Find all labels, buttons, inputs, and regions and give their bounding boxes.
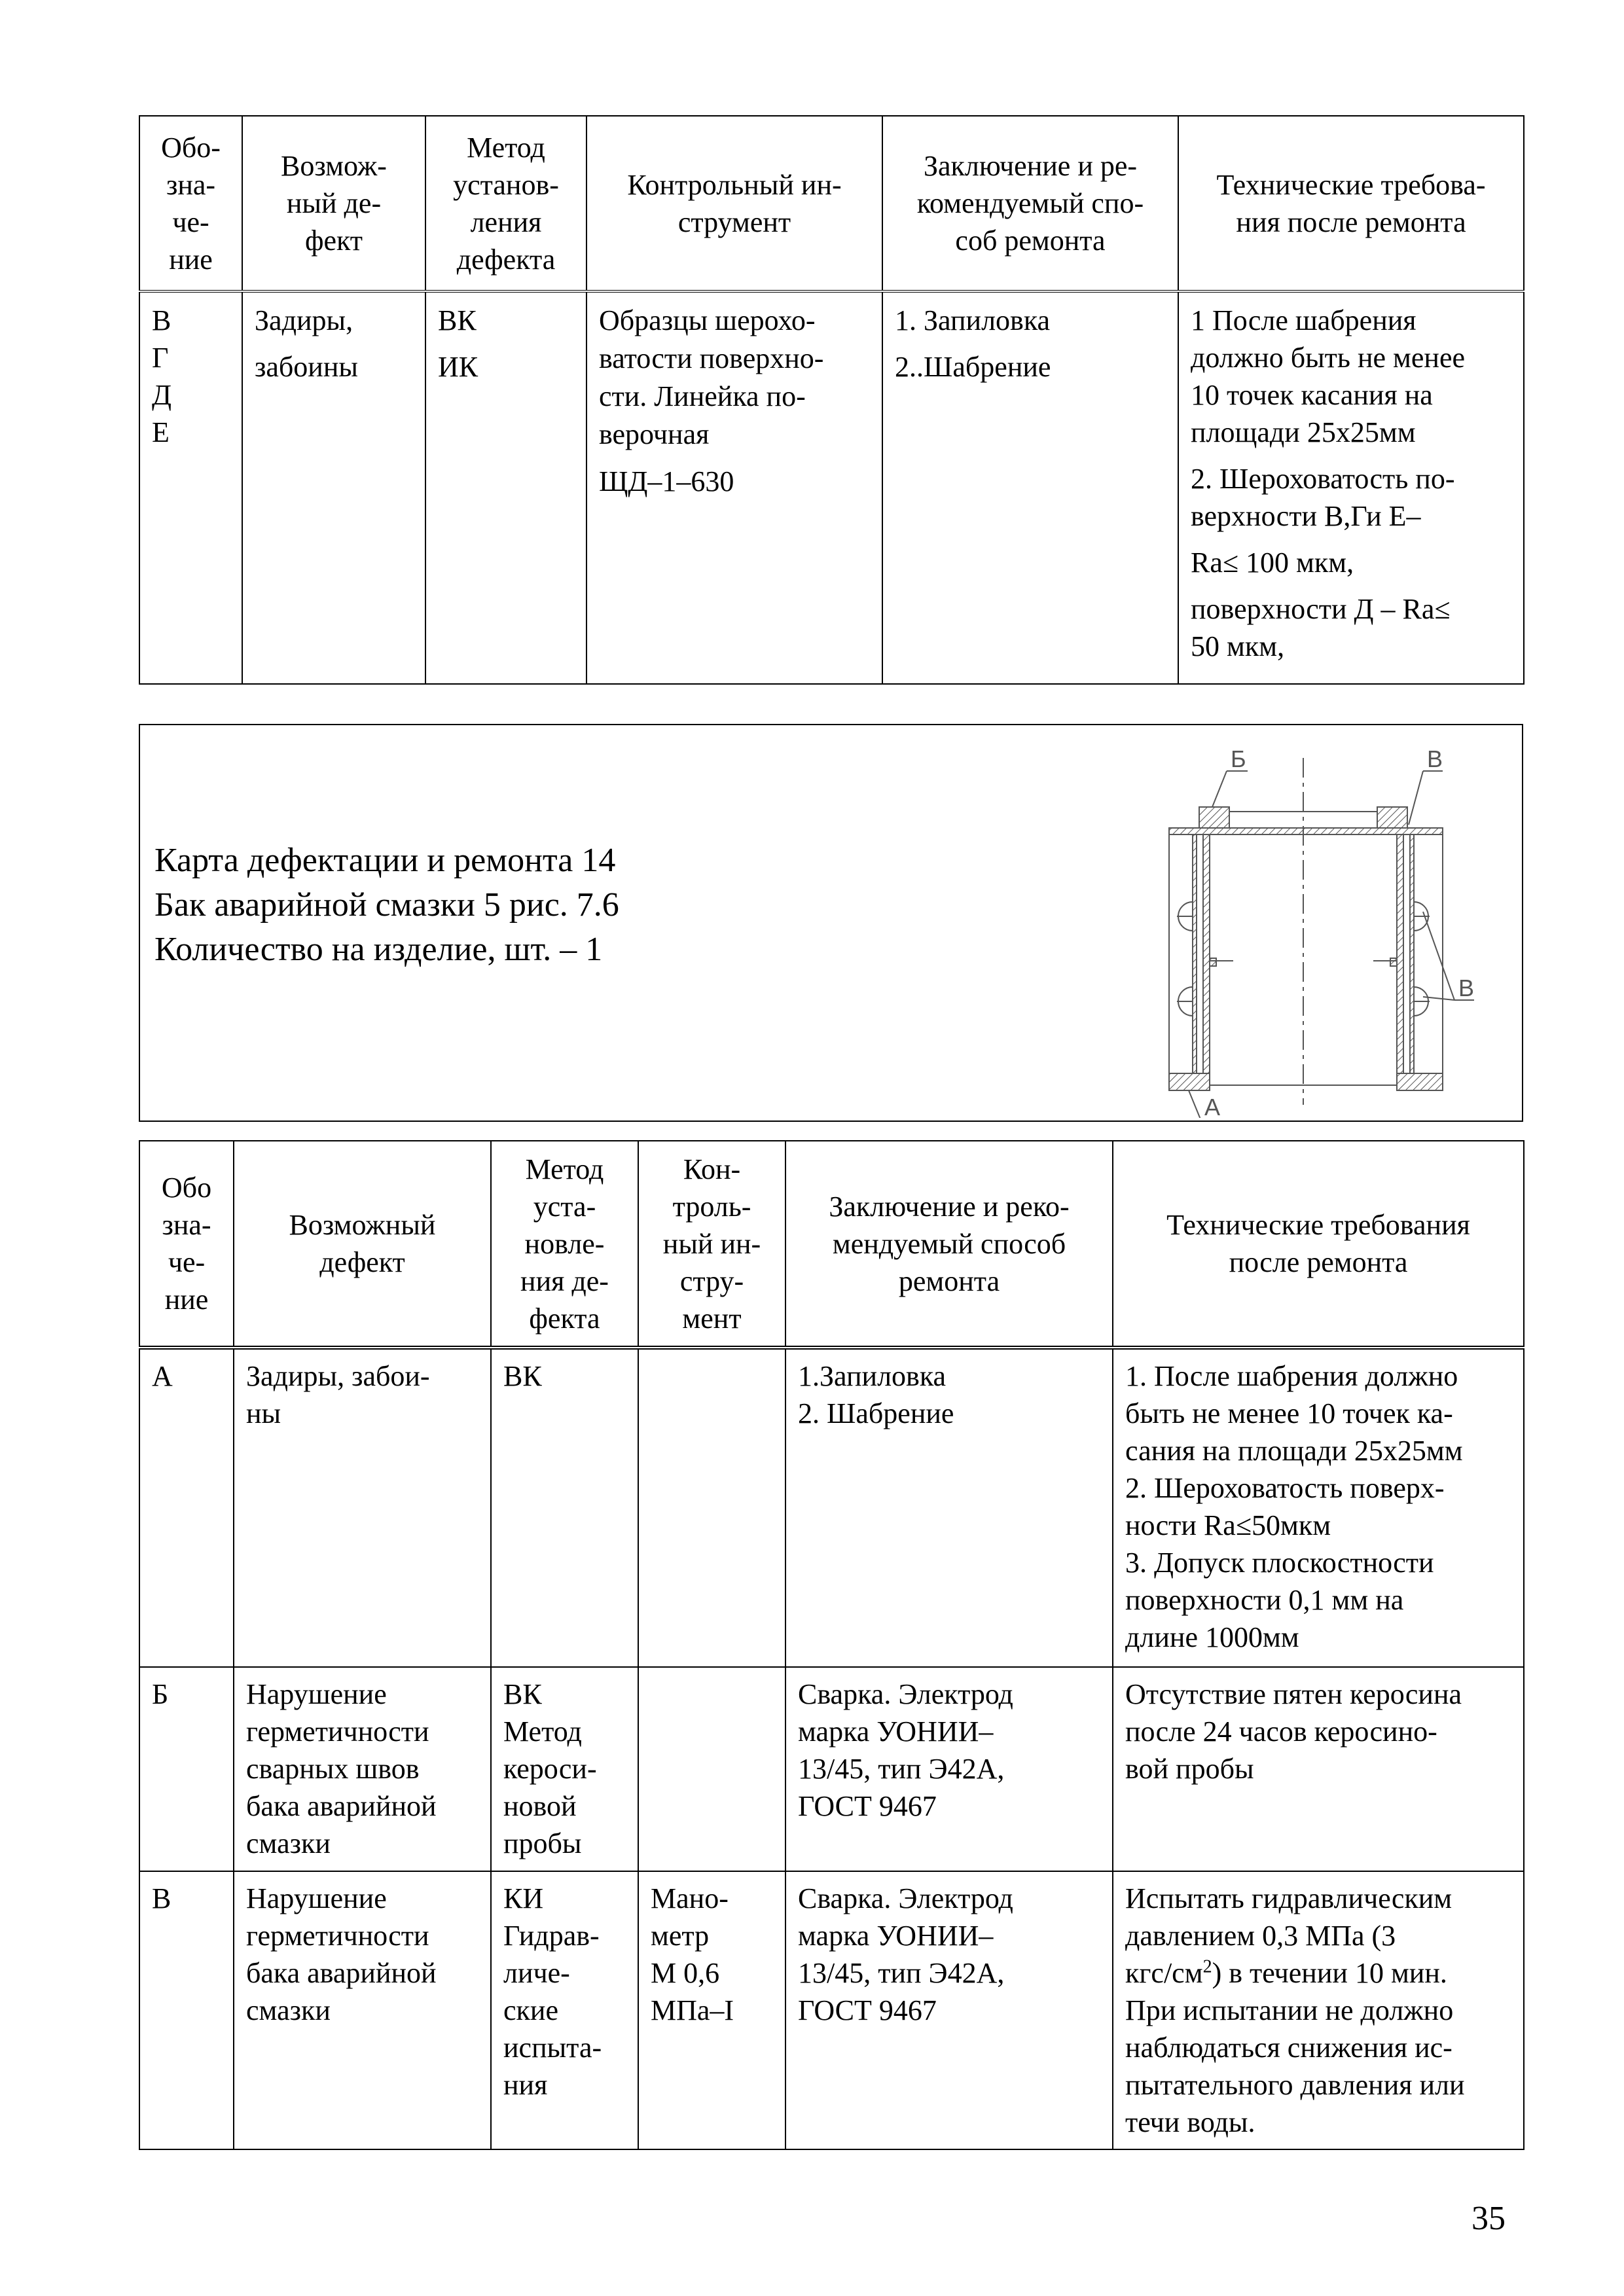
cell-instrument: Образцы шерохо- ватости поверхно- сти. Линейка по- верочная ЩД–1–630 — [586, 291, 882, 684]
part-drawing — [1135, 738, 1502, 1118]
cell-defect: Задиры, забои- ны — [234, 1348, 491, 1667]
defect-table-2 — [139, 1140, 1525, 2150]
header-requirements: Технические требова- ния после ремонта — [1178, 116, 1524, 291]
drawing-label-b: Б — [1231, 745, 1246, 772]
card-part-name: Бак аварийной смазки 5 рис. 7.6 — [154, 886, 619, 924]
header-instrument: Контрольный ин- струмент — [586, 116, 882, 291]
drawing-label-v-top: В — [1427, 745, 1443, 772]
cell-method: ВК — [491, 1348, 638, 1667]
cell-method: КИ Гидрав- личе- ские испыта- ния — [491, 1871, 638, 2149]
card-title: Карта дефектации и ремонта 14 — [154, 842, 616, 879]
cell-repair: 1. Запиловка 2..Шабрение — [882, 291, 1178, 684]
cell-repair: Сварка. Электрод марка УОНИИ– 13/45, тип Э42А, ГОСТ 9467 — [785, 1667, 1113, 1871]
cell-designation: В Г Д Е — [139, 291, 242, 684]
cell-repair: Сварка. Электрод марка УОНИИ– 13/45, тип Э42А, ГОСТ 9467 — [785, 1871, 1113, 2149]
cell-instrument: Мано- метр М 0,6 МПа–I — [638, 1871, 785, 2149]
cell-repair: 1.Запиловка 2. Шабрение — [785, 1348, 1113, 1667]
drawing-label-v-side: В — [1458, 975, 1475, 1001]
header-designation: Обо зна- че- ние — [139, 1141, 234, 1348]
header-defect: Возмож- ный де- фект — [242, 116, 425, 291]
cell-method: ВК Метод кероси- новой пробы — [491, 1667, 638, 1871]
header-instrument: Кон- троль- ный ин- стру- мент — [638, 1141, 785, 1348]
cell-instrument — [638, 1348, 785, 1667]
card-quantity: Количество на изделие, шт. – 1 — [154, 931, 603, 968]
table-header-row — [139, 1141, 1524, 1348]
header-requirements: Технические требования после ремонта — [1113, 1141, 1524, 1348]
cell-designation: Б — [139, 1667, 234, 1871]
table-row — [139, 1871, 1524, 2149]
cell-designation: В — [139, 1871, 234, 2149]
header-repair: Заключение и реко- мендуемый способ ремонта — [785, 1141, 1113, 1348]
drawing-label-a: А — [1204, 1094, 1221, 1118]
table-row — [139, 1667, 1524, 1871]
table-header-row — [139, 116, 1524, 291]
header-designation: Обо- зна- че- ние — [139, 116, 242, 291]
table-row — [139, 1348, 1524, 1667]
superscript-2: 2 — [1202, 1956, 1212, 1977]
header-defect: Возможный дефект — [234, 1141, 491, 1348]
cell-requirements: Отсутствие пятен керосина после 24 часов керосино- вой пробы — [1113, 1667, 1524, 1871]
defect-table-1 — [139, 115, 1525, 685]
cell-defect: Нарушение герметичности сварных швов бака аварийной смазки — [234, 1667, 491, 1871]
cell-defect: Нарушение герметичности бака аварийной смазки — [234, 1871, 491, 2149]
cell-method: ВК ИК — [425, 291, 586, 684]
cell-requirements: 1. После шабрения должно быть не менее 10 точек ка- сания на площади 25х25мм 2. Шероховатость поверх- ности Ra≤50мкм 3. Допуск плоскостности поверхности 0,1 мм на длине 1000мм — [1113, 1348, 1524, 1667]
page-number: 35 — [1471, 2200, 1506, 2237]
header-repair: Заключение и ре- комендуемый спо- соб ремонта — [882, 116, 1178, 291]
defect-card-header — [139, 724, 1523, 1122]
header-method: Метод уста- новле- ния де- фекта — [491, 1141, 638, 1348]
cell-designation: А — [139, 1348, 234, 1667]
header-method: Метод установ- ления дефекта — [425, 116, 586, 291]
cell-requirements: Испытать гидравлическим давлением 0,3 МПа (3 кгс/$см^2$) в течении 10 мин. При испытании не должно наблюдаться снижения ис- пытательного давления или течи воды. — [1113, 1871, 1524, 2149]
cell-defect: Задиры, забоины — [242, 291, 425, 684]
cell-requirements: 1 После шабрения должно быть не менее 10 точек касания на площади 25х25мм 2. Шероховатость по- верхности В,Ги Е– Ra≤ 100 мкм, поверхности Д – Ra≤ 50 мкм, — [1178, 291, 1524, 684]
cell-instrument — [638, 1667, 785, 1871]
table-row — [139, 291, 1524, 684]
